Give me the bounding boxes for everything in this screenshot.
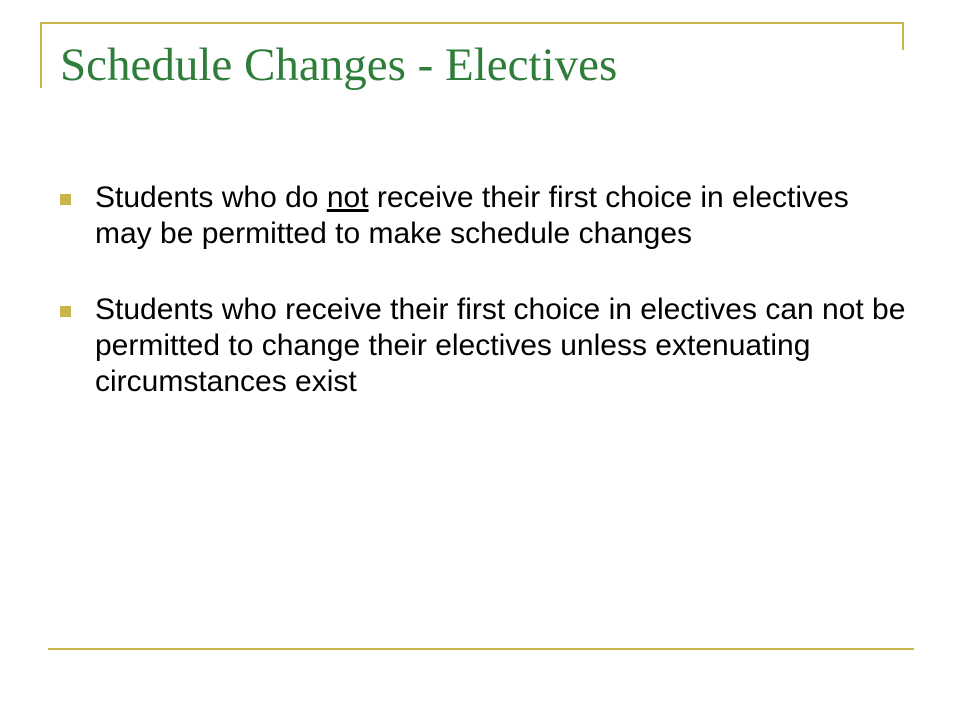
bullet-list (60, 180, 910, 440)
bullet-text-before: Students who do (95, 181, 327, 214)
right-border-line (902, 22, 904, 50)
bottom-border-line (48, 648, 914, 650)
top-border-line (40, 22, 904, 24)
bullet-text-after: receive their first choice in electives may be permitted to make schedule changes (95, 181, 849, 250)
bullet-item-first-choice-not-received (60, 180, 910, 252)
square-bullet-icon (60, 194, 71, 205)
bullet-text: Students who receive their first choice in electives can not be permitted to change their electives unless extenuating circumstances exist (95, 293, 906, 398)
square-bullet-icon (60, 306, 71, 317)
bullet-text (95, 181, 849, 250)
slide-title: Schedule Changes - Electives (60, 39, 618, 91)
bullet-item-first-choice-received (60, 292, 910, 400)
left-border-line (40, 22, 42, 88)
underlined-not: not (326, 181, 369, 214)
